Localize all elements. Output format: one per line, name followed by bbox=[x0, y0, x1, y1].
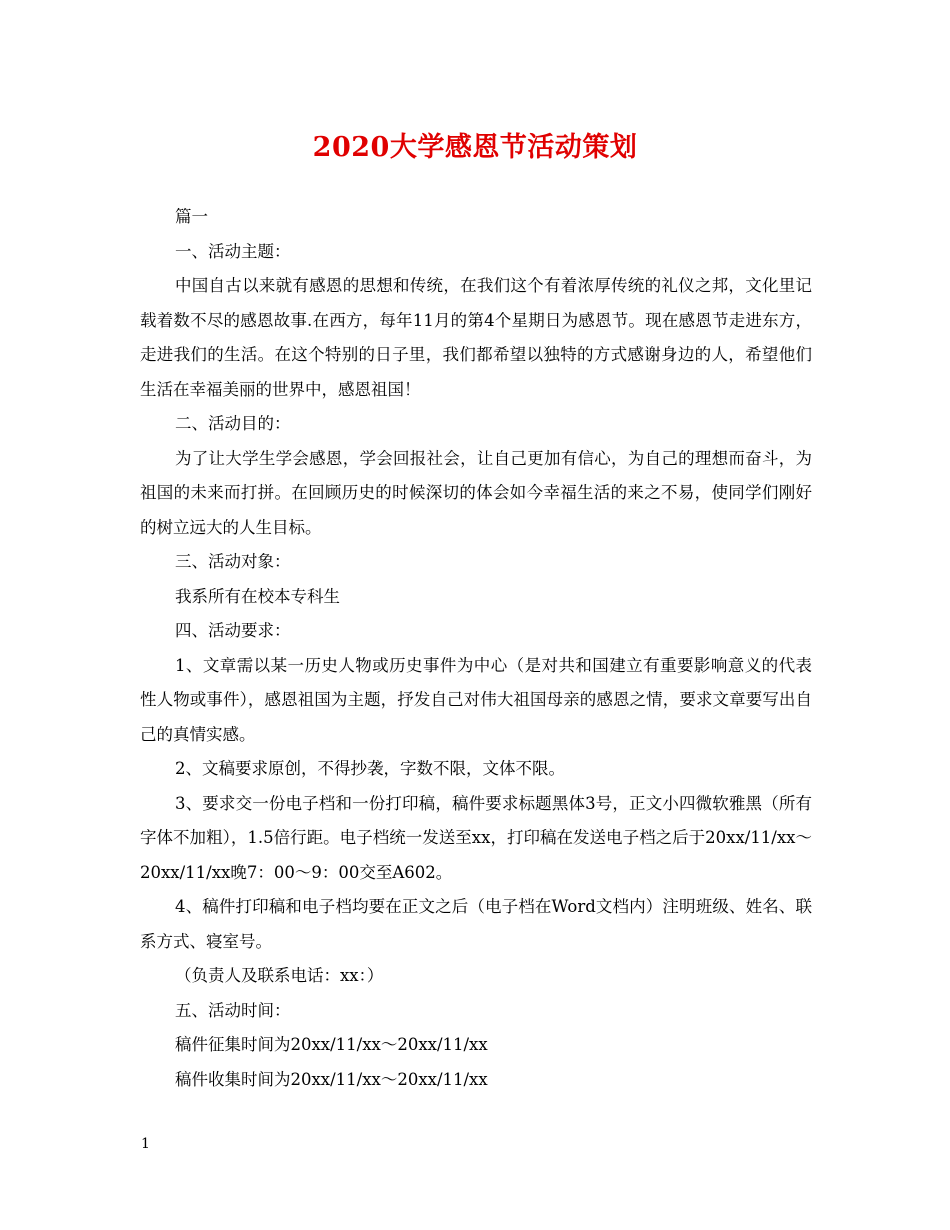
requirement-item-2: 2、文稿要求原创，不得抄袭，字数不限，文体不限。 bbox=[175, 759, 565, 778]
heading-activity-purpose: 二、活动目的： bbox=[175, 414, 291, 433]
heading-activity-requirements: 四、活动要求： bbox=[175, 621, 291, 640]
document-body bbox=[140, 200, 812, 1097]
paragraph-receipt-period: 稿件收集时间为20xx/11/xx～20xx/11/xx bbox=[175, 1069, 488, 1089]
page-number: 1 bbox=[141, 1136, 150, 1152]
heading-activity-audience: 三、活动对象： bbox=[175, 552, 291, 571]
document-title: 2020大学感恩节活动策划 bbox=[312, 132, 638, 163]
heading-activity-theme: 一、活动主题： bbox=[175, 241, 291, 261]
requirement-item-1: 1、文章需以某一历史人物或历史事件为中心（是对共和国建立有重要影响意义的代表性人物或事件），感恩祖国为主题，抒发自己对伟大祖国母亲的感恩之情，要求文章要写出自己的真情实感。 bbox=[140, 655, 812, 744]
contact-note: （负责人及联系电话：xx：） bbox=[175, 966, 384, 985]
section-label: 篇一 bbox=[175, 207, 208, 226]
requirement-item-4: 4、稿件打印稿和电子档均要在正文之后（电子档在Word文档内）注明班级、姓名、联系方式、寝室号。 bbox=[140, 897, 812, 951]
heading-activity-time: 五、活动时间： bbox=[175, 1000, 291, 1020]
paragraph-activity-theme: 中国自古以来就有感恩的思想和传统，在我们这个有着浓厚传统的礼仪之邦，文化里记载着数不尽的感恩故事.在西方，每年11月的第4个星期日为感恩节。现在感恩节走进东方，走进我们的生活。在这个特别的日子里，我们都希望以独特的方式感谢身边的人，希望他们生活在幸福美丽的世界中，感恩祖国！ bbox=[140, 276, 812, 399]
paragraph-activity-audience: 我系所有在校本专科生 bbox=[175, 586, 340, 606]
requirement-item-3: 3、要求交一份电子档和一份打印稿，稿件要求标题黑体3号，正文小四微软雅黑（所有字体不加粗），1.5倍行距。电子档统一发送至xx，打印稿在发送电子档之后于20xx/11/xx～20xx/11/xx晚7：00～9：00交至A602。 bbox=[140, 793, 812, 882]
paragraph-collection-period: 稿件征集时间为20xx/11/xx～20xx/11/xx bbox=[175, 1035, 488, 1054]
paragraph-activity-purpose: 为了让大学生学会感恩，学会回报社会，让自己更加有信心，为自己的理想而奋斗，为祖国的未来而打拼。在回顾历史的时候深切的体会如今幸福生活的来之不易，使同学们刚好的树立远大的人生目标。 bbox=[140, 448, 812, 537]
